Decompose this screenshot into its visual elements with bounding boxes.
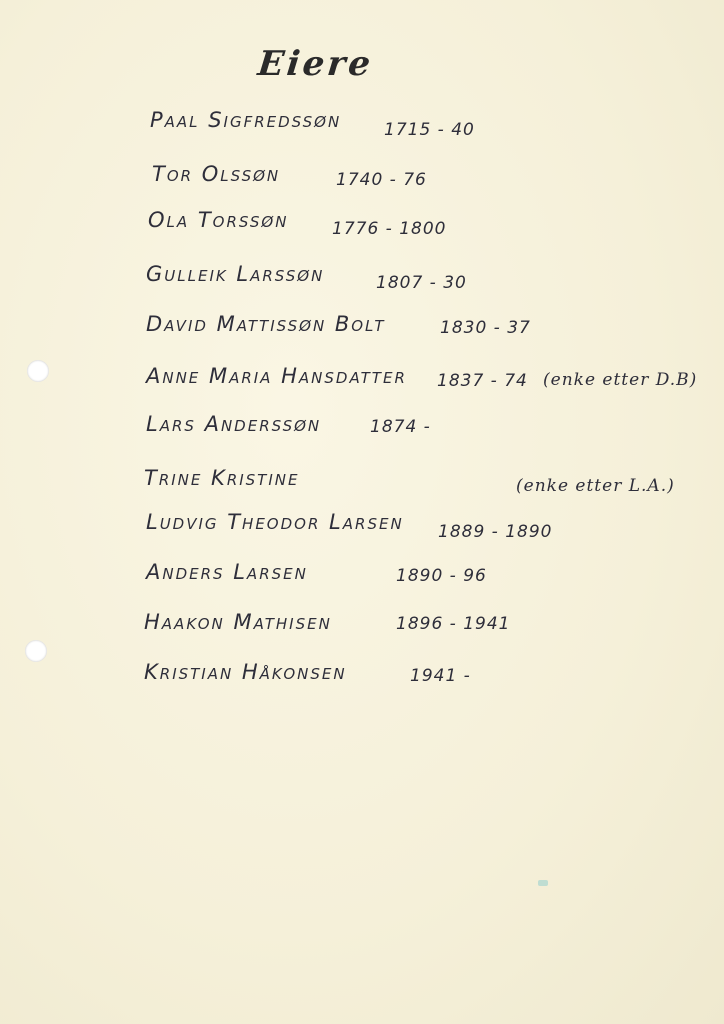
owner-note: (enke etter L.A.) xyxy=(516,476,675,496)
owner-note: (enke etter D.B) xyxy=(543,370,698,390)
owner-name: Ludvig Theodor Larsen xyxy=(146,510,404,534)
owner-years: 1715 - 40 xyxy=(384,120,475,140)
owner-years: 1896 - 1941 xyxy=(396,614,511,634)
owner-years: 1740 - 76 xyxy=(336,170,427,190)
owner-years: 1837 - 74 xyxy=(437,371,528,391)
punch-hole xyxy=(25,640,47,662)
owner-years: 1807 - 30 xyxy=(376,273,467,293)
owner-name: Kristian Håkonsen xyxy=(144,660,347,684)
owner-name: Tor Olssøn xyxy=(152,162,281,186)
owner-name: Trine Kristine xyxy=(144,466,300,490)
owner-name: Anders Larsen xyxy=(146,560,308,584)
owner-name: Anne Maria Hansdatter xyxy=(146,364,407,388)
owner-years: 1941 - xyxy=(410,666,471,686)
owner-name: Paal Sigfredssøn xyxy=(150,108,342,132)
page-title: Eiere xyxy=(255,44,376,84)
owner-years: 1890 - 96 xyxy=(396,566,487,586)
owner-name: Haakon Mathisen xyxy=(144,610,332,634)
owner-name: Lars Anderssøn xyxy=(146,412,322,436)
owner-name: Gulleik Larssøn xyxy=(146,262,325,286)
owner-name: Ola Torssøn xyxy=(148,208,289,232)
owner-years: 1776 - 1800 xyxy=(332,219,447,239)
owner-years: 1874 - xyxy=(370,417,431,437)
owner-name: David Mattissøn Bolt xyxy=(146,312,386,336)
owner-years: 1830 - 37 xyxy=(440,318,531,338)
owner-years: 1889 - 1890 xyxy=(438,522,553,542)
punch-hole xyxy=(27,360,49,382)
ink-speck xyxy=(538,880,548,886)
